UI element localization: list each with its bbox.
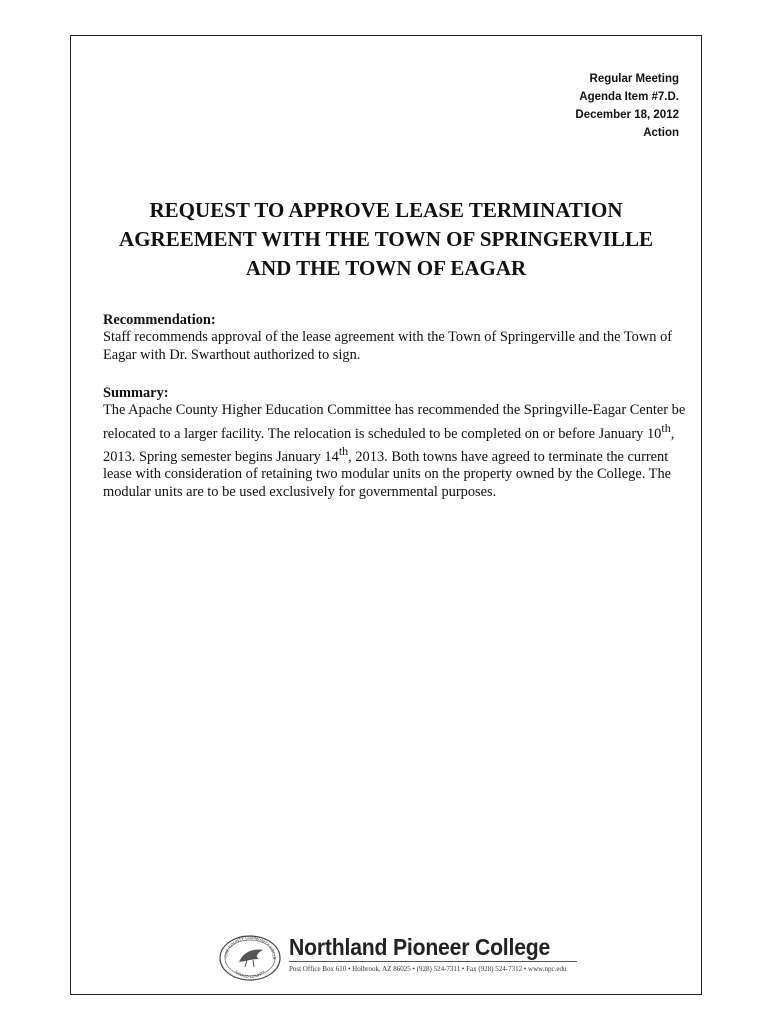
agenda-item: Agenda Item #7.D. <box>579 91 679 103</box>
title-line-3: AND THE TOWN OF EAGAR <box>245 256 527 280</box>
meeting-header <box>575 70 679 142</box>
college-footer <box>217 932 577 982</box>
summary-text-b: , 2013. Spring semester begins January 14 <box>103 425 675 465</box>
summary-text-c: , 2013. Both towns have agreed to terminate the current lease with consideration of retaining two modular units on the property owned by the College. The modular units are to be used exclusively for governmental purposes. <box>103 448 672 500</box>
document-page <box>70 35 702 995</box>
meeting-type: Regular Meeting <box>589 73 679 85</box>
college-name: Northland Pioneer College <box>289 934 551 960</box>
college-seal-icon <box>217 932 283 982</box>
ordinal-suffix: th <box>661 420 671 435</box>
agenda-status: Action <box>643 127 679 139</box>
college-contact-line: Post Office Box 610 • Holbrook, AZ 86025 • (928) 524-7311 • Fax (928) 524-7312 • www.npc.edu <box>289 965 567 973</box>
footer-divider <box>289 961 577 962</box>
summary-section <box>103 385 693 501</box>
title-line-1: REQUEST TO APPROVE LEASE TERMINATION <box>149 198 623 222</box>
summary-heading: Summary: <box>103 385 169 401</box>
ordinal-suffix: th <box>338 444 349 459</box>
document-title <box>71 196 701 283</box>
recommendation-text: Staff recommends approval of the lease agreement with the Town of Springerville and the Town of Eagar with Dr. Swarthout authorized to sign. <box>103 329 673 363</box>
meeting-date: December 18, 2012 <box>575 109 679 121</box>
recommendation-heading: Recommendation: <box>103 312 216 328</box>
title-line-2: AGREEMENT WITH THE TOWN OF SPRINGERVILLE <box>119 227 653 251</box>
seal-text-top: CHE COUNTY COMMUNITY COLLE <box>223 934 278 960</box>
summary-text-a: The Apache County Higher Education Committee has recommended the Springville-Eagar Center be relocated to a larger facility. The relocation is scheduled to be completed on or before January 10 <box>103 402 686 442</box>
summary-text <box>103 402 693 501</box>
seal-text-bottom: NAVAJO COUNTY <box>233 969 267 980</box>
recommendation-section <box>103 312 693 364</box>
